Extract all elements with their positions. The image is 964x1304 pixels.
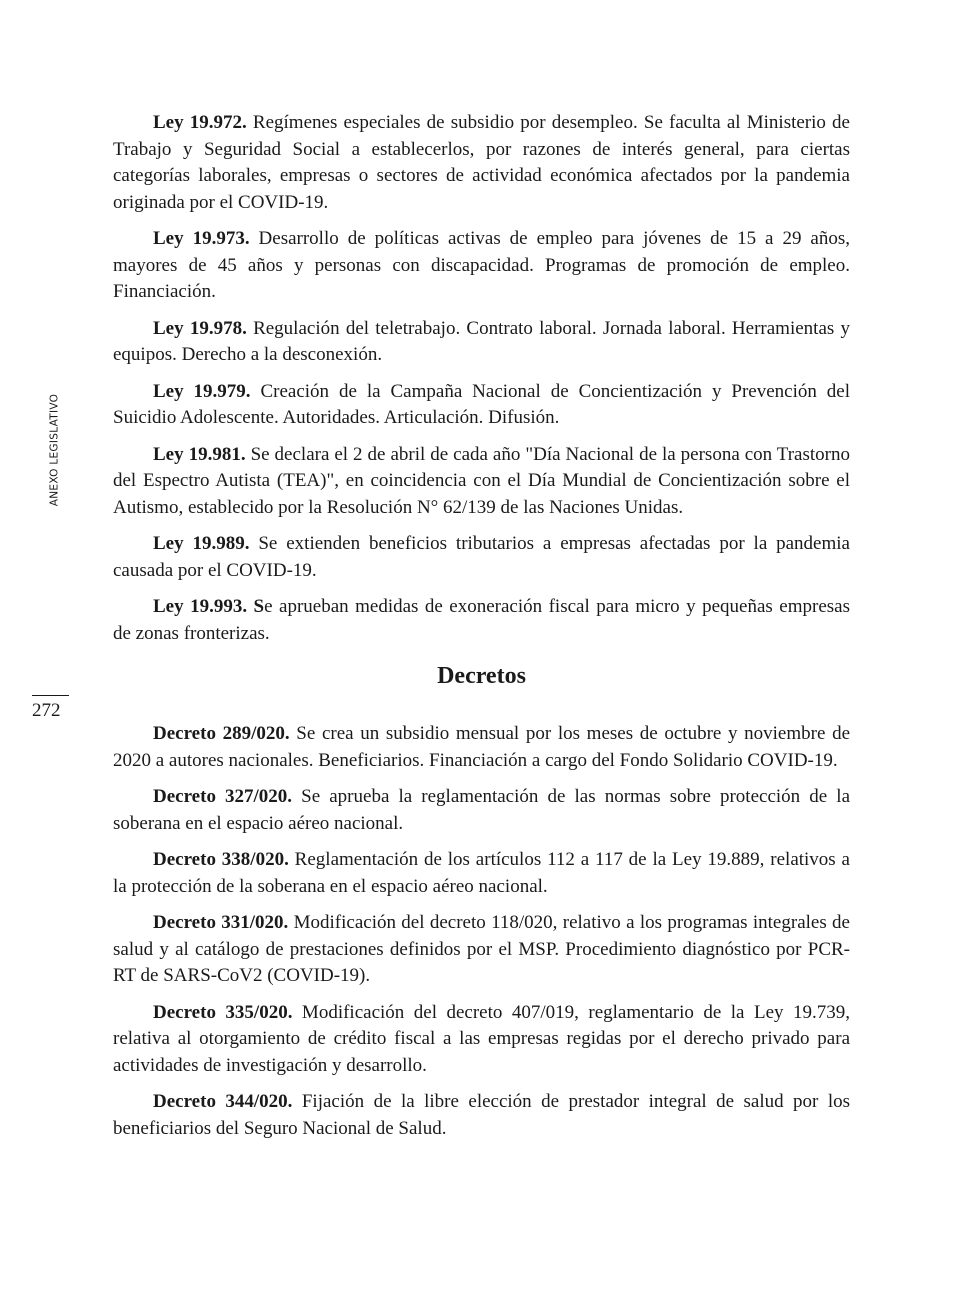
ley-description: Creación de la Campaña Nacional de Concientización y Prevención del Suicidio Adolescente. Autoridades. Articulación. Difusión. [113,380,851,428]
ley-entry [113,110,850,216]
decreto-description: Reglamentación de los artículos 112 a 117 de la Ley 19.889, relativos a la protección de la soberana en el espacio aéreo nacional. [113,849,850,897]
section-heading-decretos: Decretos [437,663,526,689]
ley-entry [113,226,850,306]
ley-description: Se extienden beneficios tributarios a empresas afectadas por la pandemia causada por el COVID-19. [113,533,850,581]
ley-description: Regulación del teletrabajo. Contrato laboral. Jornada laboral. Herramientas y equipos. Derecho a la desconexión. [113,317,850,365]
page-body [113,110,850,1152]
ley-description: Regímenes especiales de subsidio por desempleo. Se faculta al Ministerio de Trabajo y Seguridad Social a establecerlos, por razones de interés general, para ciertas categorías laborales, empresas o sectores de actividad económica afectados por la pandemia originada por el COVID-19. [113,112,850,213]
decreto-description: Modificación del decreto 118/020, relativo a los programas integrales de salud y al catálogo de prestaciones definidos por el MSP. Procedimiento diagnóstico por PCR-RT de SARS-CoV2 (COVID-19). [113,912,850,986]
decreto-number: Decreto 331/020. [153,912,289,933]
decreto-description: Se aprueba la reglamentación de las normas sobre protección de la soberana en el espacio aéreo nacional. [113,786,850,834]
ley-number: Ley 19.978. [153,317,247,339]
page-number: 272 [32,700,61,721]
decreto-entry [113,784,850,837]
decreto-description: Modificación del decreto 407/019, reglamentario de la Ley 19.739, relativa al otorgamiento de crédito fiscal a las empresas regidas por el derecho privado para actividades de investigación y desarrollo. [113,1001,850,1076]
running-section-label [46,388,62,512]
ley-number: Ley 19.981. [153,443,246,465]
decreto-entry [113,1089,850,1142]
decreto-description: Fijación de la libre elección de prestador integral de salud por los beneficiarios del Seguro Nacional de Salud. [113,1091,851,1139]
ley-entry [113,442,850,522]
ley-number: Ley 19.973. [153,228,250,249]
ley-number: Ley 19.993. S [153,596,265,617]
ley-entry [113,379,850,432]
ley-entry [113,316,850,369]
ley-number: Ley 19.972. [153,112,247,133]
decreto-entry [113,847,850,900]
ley-entry [113,531,850,584]
page-number-rule [32,695,69,696]
decreto-entry [113,910,850,990]
decreto-number: Decreto 289/020. [153,723,290,744]
decreto-number: Decreto 335/020. [153,1001,293,1023]
ley-entry [113,594,850,647]
decreto-number: Decreto 338/020. [153,849,289,870]
ley-description: Se declara el 2 de abril de cada año "Día Nacional de la persona con Trastorno del Espectro Autista (TEA)", en coincidencia con el Día Mundial de Concientización sobre el Autismo, establecido por la Resolución N° 62/139 de las Naciones Unidas. [113,443,850,518]
decreto-entry [113,1000,850,1080]
decreto-number: Decreto 327/020. [153,786,293,807]
ley-number: Ley 19.989. [153,533,250,554]
ley-description: Desarrollo de políticas activas de empleo para jóvenes de 15 a 29 años, mayores de 45 años y personas con discapacidad. Programas de promoción de empleo. Financiación. [113,228,850,302]
decreto-entry [113,721,850,774]
decreto-number: Decreto 344/020. [153,1091,293,1112]
ley-number: Ley 19.979. [153,380,251,402]
ley-description: e aprueban medidas de exoneración fiscal para micro y pequeñas empresas de zonas fronterizas. [113,596,850,644]
decreto-description: Se crea un subsidio mensual por los meses de octubre y noviembre de 2020 a autores nacionales. Beneficiarios. Financiación a cargo del Fondo Solidario COVID-19. [113,723,850,771]
side-label-text: ANEXO LEGISLATIVO [48,393,61,507]
